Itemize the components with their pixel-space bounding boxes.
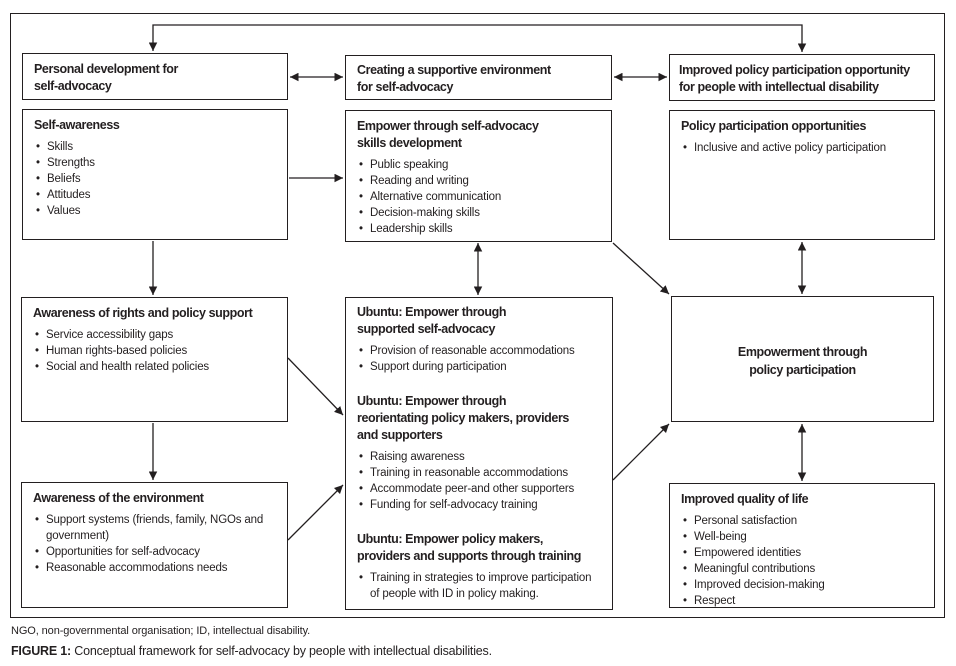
- box-title: self-advocacy: [34, 79, 112, 93]
- bullet-item: • Training in strategies to improve participation of people with ID in policy making.: [357, 570, 601, 602]
- box-title: Self-awareness: [34, 118, 120, 132]
- bullet-item: • Training in reasonable accommodations: [357, 465, 601, 481]
- ubuntu-section-training: [357, 531, 601, 602]
- bullet-item: • Opportunities for self-advocacy: [33, 544, 276, 560]
- bullet-item: • Beliefs: [34, 171, 276, 187]
- bullet-list: [34, 139, 276, 219]
- bullet-list: [681, 140, 923, 156]
- box-title: Improved quality of life: [681, 492, 809, 506]
- bullet-list: [357, 449, 601, 513]
- box-title: Policy participation opportunities: [681, 119, 867, 133]
- ubuntu-section-reorientating: [357, 393, 601, 513]
- box-title-group: [738, 343, 867, 379]
- bullet-item: • Funding for self-advocacy training: [357, 497, 601, 513]
- box-title: policy participation: [749, 362, 856, 377]
- box-title: Improved policy participation opportunity: [679, 63, 910, 77]
- bullet-item: • Meaningful contributions: [681, 561, 923, 577]
- box-title: for self-advocacy: [357, 80, 454, 94]
- bullet-item: • Reading and writing: [357, 173, 600, 189]
- bullet-item: • Public speaking: [357, 157, 600, 173]
- box-empower-skills: [345, 110, 612, 242]
- box-title: skills development: [357, 136, 462, 150]
- bullet-item: • Personal satisfaction: [681, 513, 923, 529]
- box-awareness-rights: [21, 297, 288, 422]
- box-title: and supporters: [357, 428, 443, 442]
- bullet-item: • Accommodate peer-and other supporters: [357, 481, 601, 497]
- box-title: supported self-advocacy: [357, 322, 496, 336]
- bullet-item: • Alternative communication: [357, 189, 600, 205]
- box-awareness-environment: [21, 482, 288, 608]
- bullet-item: • Respect: [681, 593, 923, 609]
- box-improved-quality-of-life: [669, 483, 935, 608]
- bullet-item: • Strengths: [34, 155, 276, 171]
- bullet-item: • Provision of reasonable accommodations: [357, 343, 601, 359]
- box-title: Personal development for: [34, 62, 178, 76]
- bullet-item: • Service accessibility gaps: [33, 327, 276, 343]
- box-self-awareness: [22, 109, 288, 240]
- bullet-item: • Social and health related policies: [33, 359, 276, 375]
- box-title: Awareness of the environment: [33, 491, 204, 505]
- box-creating-supportive-environment: [345, 55, 612, 100]
- ubuntu-section-supported-self-advocacy: [357, 304, 601, 375]
- box-title: Ubuntu: Empower policy makers,: [357, 532, 543, 546]
- bullet-item: • Improved decision-making: [681, 577, 923, 593]
- bullet-item: • Reasonable accommodations needs: [33, 560, 276, 576]
- box-title: Empower through self-advocacy: [357, 119, 539, 133]
- bullet-item: • Leadership skills: [357, 221, 600, 237]
- bullet-item: • Attitudes: [34, 187, 276, 203]
- box-title: Empowerment through: [737, 344, 868, 359]
- bullet-item: • Values: [34, 203, 276, 219]
- box-title: Ubuntu: Empower through: [357, 394, 507, 408]
- bullet-item: • Support systems (friends, family, NGOs and government): [33, 512, 276, 544]
- bullet-item: • Support during participation: [357, 359, 601, 375]
- bullet-item: • Raising awareness: [357, 449, 601, 465]
- box-improved-policy-participation: [669, 54, 935, 101]
- box-title: for people with intellectual disability: [679, 80, 879, 94]
- bullet-item: • Human rights-based policies: [33, 343, 276, 359]
- box-title: providers and supports through training: [357, 549, 581, 563]
- bullet-list: [33, 512, 276, 576]
- bullet-list: [357, 570, 601, 602]
- bullet-list: [357, 157, 600, 237]
- bullet-item: • Decision-making skills: [357, 205, 600, 221]
- bullet-list: [357, 343, 601, 375]
- bullet-list: [33, 327, 276, 375]
- bullet-item: • Empowered identities: [681, 545, 923, 561]
- box-empowerment: [671, 296, 934, 422]
- abbreviation-note: NGO, non-governmental organisation; ID, intellectual disability.: [11, 625, 311, 637]
- bullet-item: • Well-being: [681, 529, 923, 545]
- figure-caption: [11, 644, 492, 658]
- box-title: Ubuntu: Empower through: [357, 305, 507, 319]
- bullet-list: [681, 513, 923, 609]
- figure-caption-label: FIGURE 1:: [11, 644, 72, 658]
- box-title: Creating a supportive environment: [357, 63, 551, 77]
- box-ubuntu: [345, 297, 613, 610]
- box-personal-development: [22, 53, 288, 100]
- bullet-item: • Skills: [34, 139, 276, 155]
- box-title: Awareness of rights and policy support: [33, 306, 253, 320]
- bullet-item: • Inclusive and active policy participation: [681, 140, 923, 156]
- box-policy-participation-opportunities: [669, 110, 935, 240]
- figure-caption-text: Conceptual framework for self-advocacy by people with intellectual disabilities.: [74, 644, 492, 658]
- box-title: reorientating policy makers, providers: [357, 411, 569, 425]
